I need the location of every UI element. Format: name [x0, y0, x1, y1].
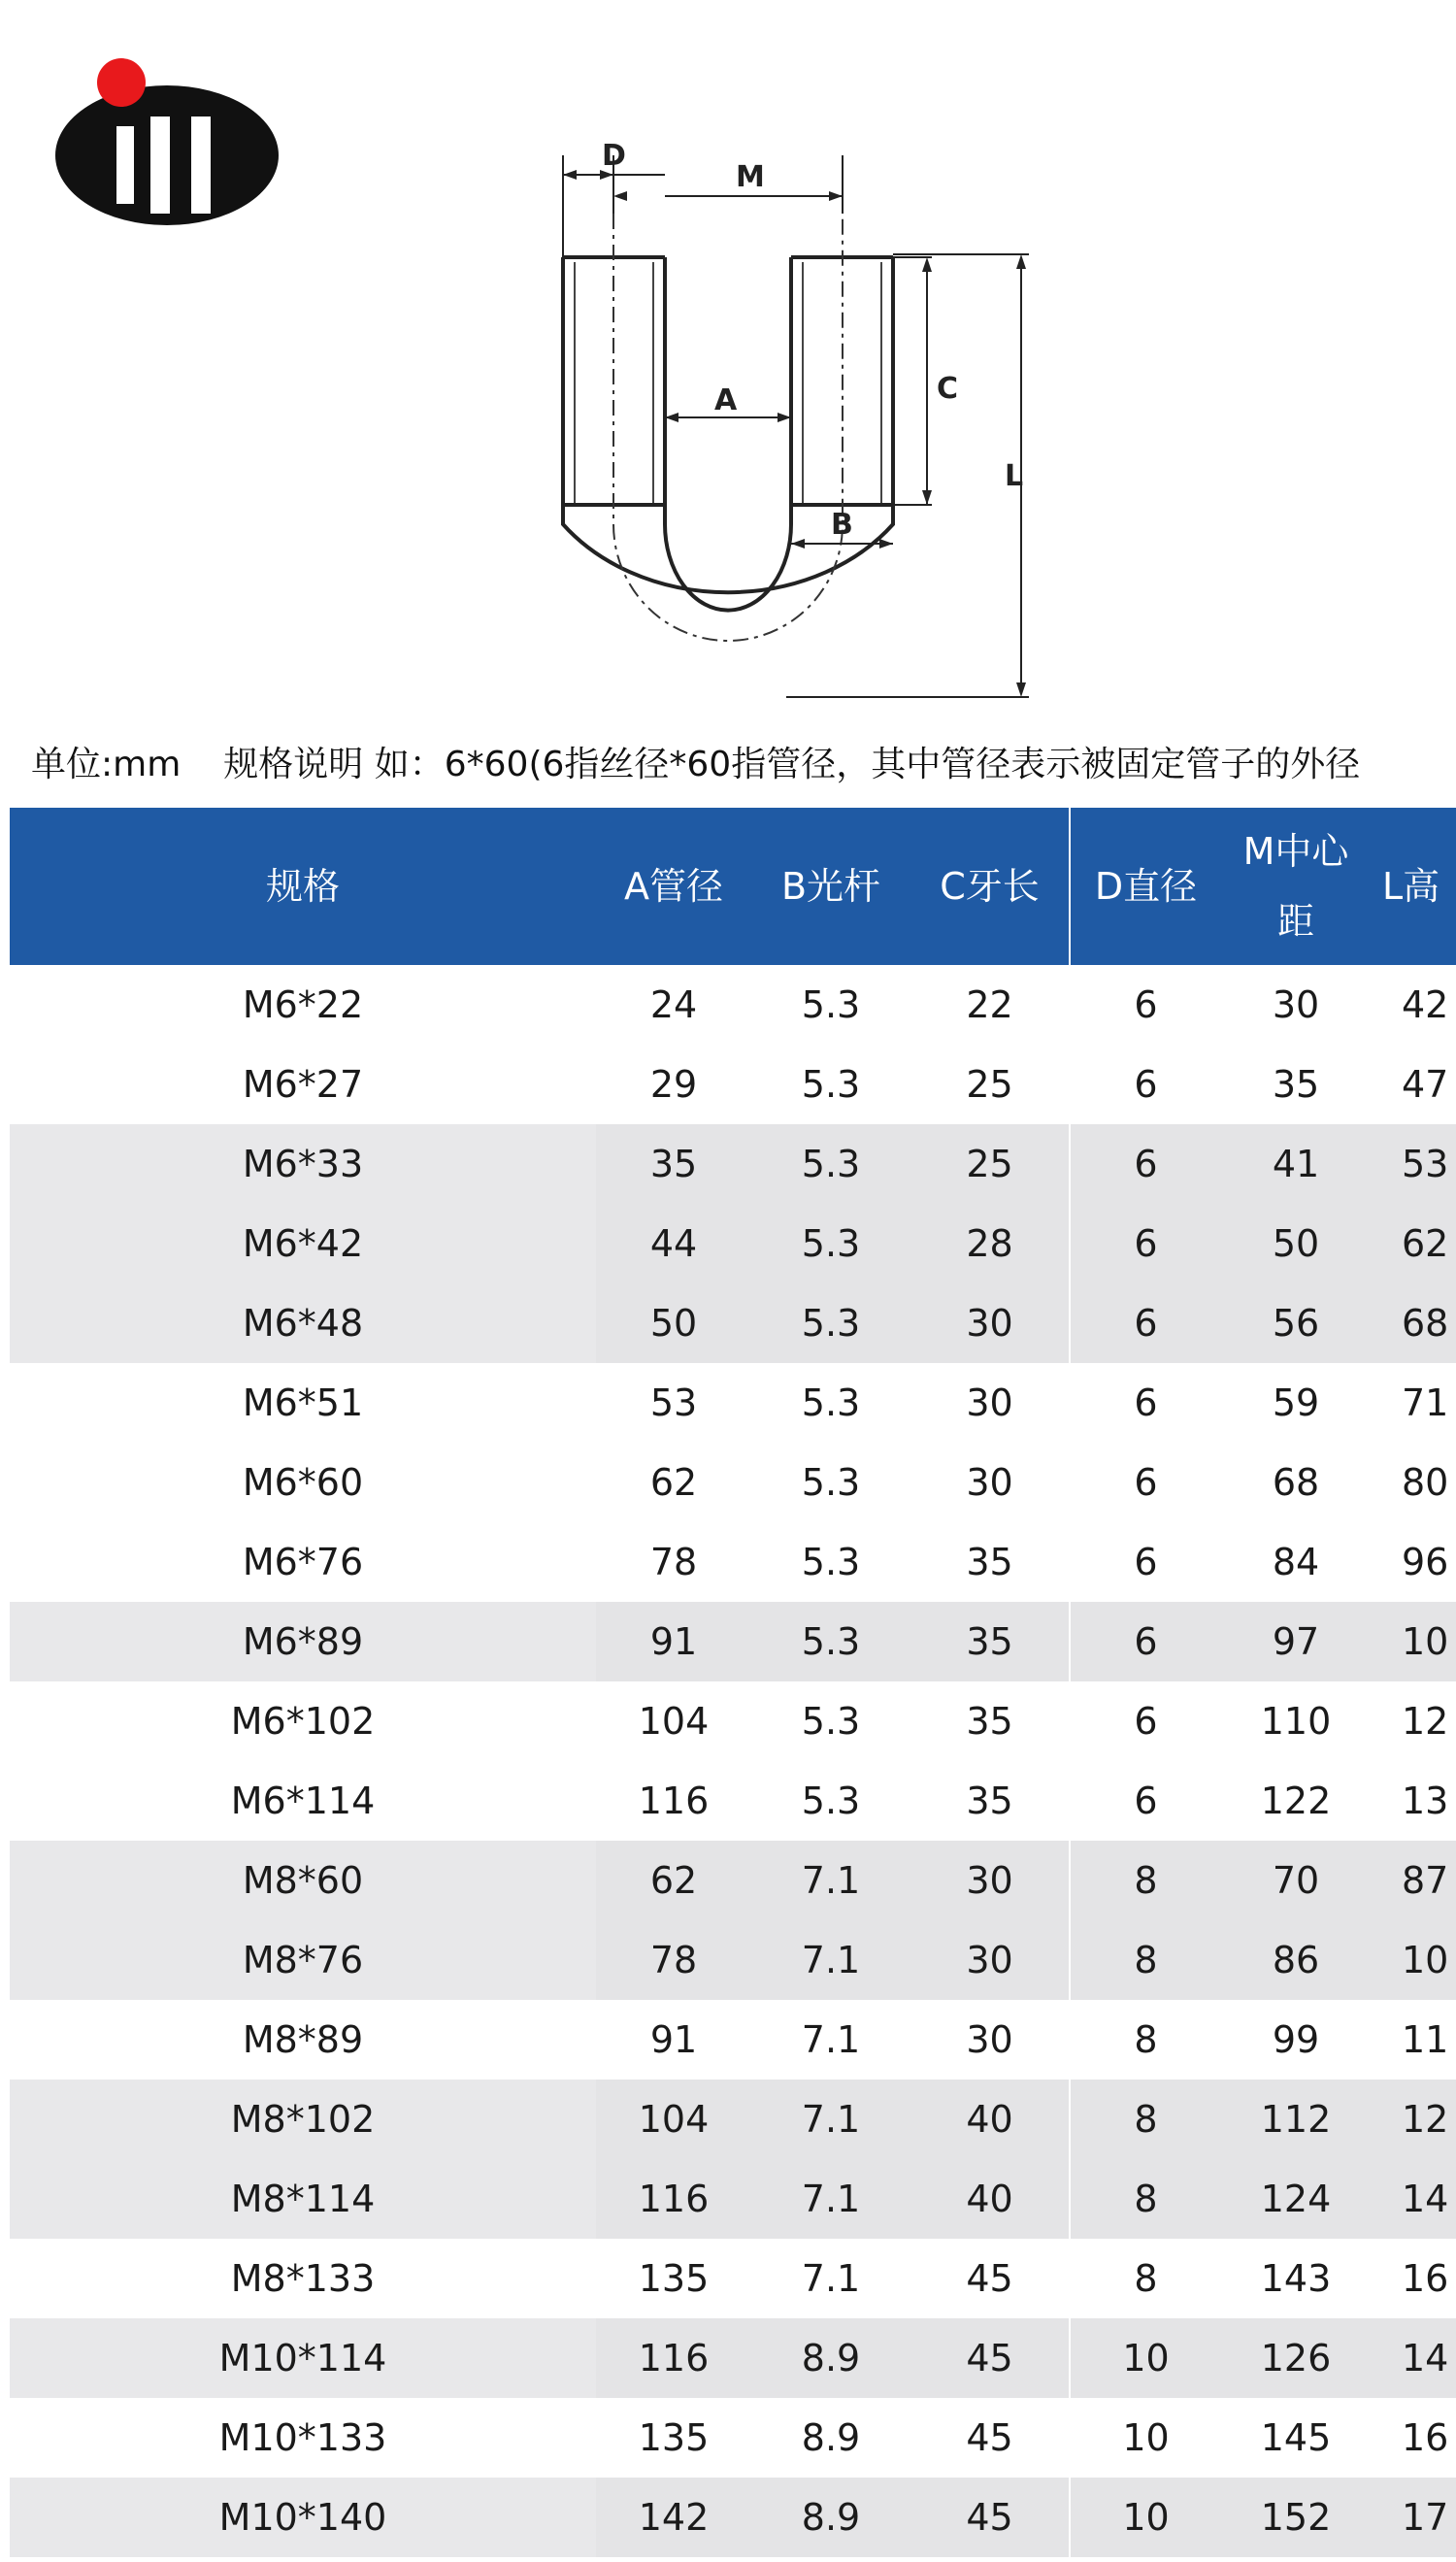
l-arrow-bottom [1016, 682, 1026, 697]
cell-b: 5.3 [801, 1381, 861, 1424]
dim-label-l: L [1005, 459, 1024, 493]
cell-d: 6 [1070, 1602, 1221, 1681]
u-bolt-outline-inner [665, 257, 791, 611]
cell-b: 5.3 [801, 983, 861, 1026]
cell-spec: M6*22 [242, 983, 364, 1026]
cell-d: 6 [1070, 1283, 1221, 1363]
cell-m: 68 [1272, 1461, 1320, 1504]
cell-a: 91 [596, 1602, 751, 1681]
cell-m: 84 [1272, 1541, 1320, 1583]
company-logo [49, 58, 291, 233]
header-m-line2: 距 [1276, 900, 1314, 943]
cell-c: 28 [910, 1204, 1070, 1283]
table-row [10, 1761, 1456, 1841]
b-arrow-right [879, 539, 893, 549]
table-row [10, 1920, 1456, 2000]
cell-a: 62 [596, 1841, 751, 1920]
table-row [10, 2239, 1456, 2318]
cell-l: 53 [1371, 1124, 1456, 1204]
cell-l: 47 [1402, 1063, 1449, 1106]
cell-d: 6 [1070, 1045, 1221, 1124]
spec-description: 规格说明 如：6*60(6指丝径*60指管径，其中管径表示被固定管子的外径 [223, 745, 1361, 784]
cell-b: 5.3 [801, 1063, 861, 1106]
table-row [10, 1204, 1456, 1283]
cell-b: 7.1 [801, 2257, 861, 2300]
cell-b: 8.9 [751, 2318, 910, 2398]
cell-m: 56 [1221, 1283, 1371, 1363]
cell-a: 135 [638, 2257, 710, 2300]
cell-b: 8.9 [751, 2478, 910, 2557]
cell-spec: M6*51 [242, 1381, 364, 1424]
spec-note [31, 736, 1456, 794]
cell-spec: M6*114 [230, 1780, 376, 1822]
cell-a: 78 [596, 1920, 751, 2000]
cell-spec: M6*60 [242, 1461, 364, 1504]
cell-c: 45 [966, 2416, 1013, 2459]
cell-spec: M6*76 [242, 1541, 364, 1583]
cell-m: 30 [1272, 983, 1320, 1026]
cell-b: 5.3 [801, 1541, 861, 1583]
a-arrow-right [778, 413, 791, 422]
cell-m: 143 [1260, 2257, 1332, 2300]
cell-spec: M8*60 [10, 1841, 596, 1920]
cell-l: 17 [1371, 2478, 1456, 2557]
cell-d: 10 [1070, 2318, 1221, 2398]
dim-label-d: D [602, 139, 626, 173]
dim-label-m: M [736, 160, 765, 194]
cell-d: 6 [1070, 1363, 1221, 1443]
header-spec: 规格 [10, 808, 596, 965]
cell-c: 45 [910, 2478, 1070, 2557]
cell-m: 126 [1221, 2318, 1371, 2398]
logo-white-bar [116, 126, 134, 204]
cell-spec: M8*89 [242, 2018, 364, 2061]
table-row [10, 1443, 1456, 1522]
cell-d: 6 [1070, 965, 1221, 1045]
cell-spec: M6*48 [10, 1283, 596, 1363]
cell-b: 5.3 [801, 1461, 861, 1504]
table-body [10, 965, 1456, 2557]
cell-a: 142 [596, 2478, 751, 2557]
cell-c: 45 [966, 2257, 1013, 2300]
header-d: D直径 [1070, 808, 1221, 965]
cell-a: 53 [649, 1381, 698, 1424]
cell-l: 11 [1402, 2018, 1449, 2061]
table-row [10, 965, 1456, 1045]
cell-l: 62 [1371, 1204, 1456, 1283]
cell-a: 116 [596, 2318, 751, 2398]
header-a: A管径 [596, 808, 751, 965]
l-arrow-top [1016, 254, 1026, 269]
cell-m: 99 [1272, 2018, 1320, 2061]
table-row [10, 1841, 1456, 1920]
cell-c: 40 [910, 2080, 1070, 2159]
cell-b: 8.9 [801, 2416, 861, 2459]
header-c: C牙长 [910, 808, 1070, 965]
cell-l: 10 [1371, 1602, 1456, 1681]
table-header-row [10, 808, 1456, 965]
cell-c: 35 [966, 1541, 1013, 1583]
table-row [10, 1124, 1456, 1204]
cell-a: 116 [638, 1780, 710, 1822]
cell-m: 86 [1221, 1920, 1371, 2000]
b-arrow-left [791, 539, 805, 549]
spec-table [10, 808, 1456, 2557]
cell-d: 6 [1070, 1761, 1221, 1841]
cell-d: 8 [1070, 1841, 1221, 1920]
cell-m: 145 [1260, 2416, 1332, 2459]
cell-b: 5.3 [751, 1283, 910, 1363]
u-bolt-diagram [544, 136, 1068, 709]
cell-c: 30 [966, 2018, 1013, 2061]
cell-b: 5.3 [751, 1602, 910, 1681]
cell-l: 80 [1402, 1461, 1449, 1504]
cell-d: 6 [1070, 1522, 1221, 1602]
cell-c: 35 [910, 1602, 1070, 1681]
cell-l: 71 [1402, 1381, 1449, 1424]
cell-c: 30 [966, 1381, 1013, 1424]
dim-label-a: A [714, 383, 738, 417]
cell-a: 24 [649, 983, 698, 1026]
cell-b: 7.1 [801, 2018, 861, 2061]
d-arrow-left [563, 170, 577, 180]
cell-d: 8 [1070, 1920, 1221, 2000]
cell-c: 35 [966, 1700, 1013, 1743]
cell-l: 16 [1402, 2416, 1449, 2459]
table-row [10, 1602, 1456, 1681]
unit-label: 单位:mm [31, 745, 182, 784]
cell-m: 70 [1221, 1841, 1371, 1920]
cell-spec: M8*133 [230, 2257, 376, 2300]
table-row [10, 1522, 1456, 1602]
a-arrow-left [665, 413, 678, 422]
cell-a: 29 [649, 1063, 698, 1106]
cell-spec: M6*89 [10, 1602, 596, 1681]
table-row [10, 2000, 1456, 2080]
cell-m: 59 [1272, 1381, 1320, 1424]
cell-d: 8 [1070, 2239, 1221, 2318]
u-bolt-centerline [613, 214, 843, 641]
cell-d: 6 [1070, 1443, 1221, 1522]
logo-red-dot [97, 58, 146, 107]
cell-spec: M10*114 [10, 2318, 596, 2398]
cell-a: 78 [649, 1541, 698, 1583]
cell-a: 116 [596, 2159, 751, 2239]
cell-d: 8 [1070, 2000, 1221, 2080]
cell-a: 62 [649, 1461, 698, 1504]
cell-d: 6 [1070, 1204, 1221, 1283]
cell-c: 40 [910, 2159, 1070, 2239]
header-b: B光杆 [751, 808, 910, 965]
m-arrow-left [613, 191, 627, 201]
cell-m: 97 [1221, 1602, 1371, 1681]
cell-a: 50 [596, 1283, 751, 1363]
cell-a: 35 [596, 1124, 751, 1204]
cell-b: 7.1 [751, 1841, 910, 1920]
cell-d: 8 [1070, 2159, 1221, 2239]
cell-spec: M8*114 [10, 2159, 596, 2239]
cell-b: 5.3 [801, 1700, 861, 1743]
cell-l: 13 [1402, 1780, 1449, 1822]
cell-l: 12 [1402, 1700, 1449, 1743]
cell-l: 42 [1402, 983, 1449, 1026]
cell-m: 112 [1221, 2080, 1371, 2159]
cell-m: 41 [1221, 1124, 1371, 1204]
cell-spec: M8*76 [10, 1920, 596, 2000]
cell-a: 44 [596, 1204, 751, 1283]
cell-m: 110 [1260, 1700, 1332, 1743]
cell-l: 14 [1371, 2318, 1456, 2398]
cell-c: 30 [966, 1461, 1013, 1504]
cell-d: 10 [1070, 2398, 1221, 2478]
dim-label-b: B [831, 508, 853, 542]
cell-l: 87 [1371, 1841, 1456, 1920]
c-arrow-top [922, 257, 932, 272]
cell-c: 45 [910, 2318, 1070, 2398]
cell-m: 122 [1260, 1780, 1332, 1822]
cell-c: 30 [910, 1920, 1070, 2000]
table-row [10, 1363, 1456, 1443]
dim-label-c: C [937, 372, 959, 406]
cell-d: 6 [1070, 1124, 1221, 1204]
cell-b: 7.1 [751, 2159, 910, 2239]
cell-m: 124 [1221, 2159, 1371, 2239]
cell-spec: M6*33 [10, 1124, 596, 1204]
table-row [10, 1045, 1456, 1124]
c-arrow-bottom [922, 490, 932, 505]
cell-d: 8 [1070, 2080, 1221, 2159]
table-row [10, 1681, 1456, 1761]
cell-a: 135 [638, 2416, 710, 2459]
cell-l: 68 [1371, 1283, 1456, 1363]
cell-spec: M10*133 [218, 2416, 387, 2459]
cell-m: 35 [1272, 1063, 1320, 1106]
cell-m: 50 [1221, 1204, 1371, 1283]
header-l: L高 [1371, 808, 1456, 965]
cell-c: 35 [966, 1780, 1013, 1822]
cell-c: 22 [966, 983, 1013, 1026]
header-m-line1: M中心 [1242, 829, 1349, 873]
table-row [10, 2478, 1456, 2557]
cell-d: 6 [1070, 1681, 1221, 1761]
cell-a: 104 [638, 1700, 710, 1743]
table-row [10, 2159, 1456, 2239]
cell-l: 12 [1371, 2080, 1456, 2159]
cell-b: 5.3 [751, 1204, 910, 1283]
m-arrow-right [829, 191, 843, 201]
cell-spec: M6*102 [230, 1700, 376, 1743]
cell-spec: M6*27 [242, 1063, 364, 1106]
cell-spec: M8*102 [10, 2080, 596, 2159]
cell-spec: M10*140 [10, 2478, 596, 2557]
header-m [1221, 808, 1371, 965]
table-row [10, 2318, 1456, 2398]
cell-b: 5.3 [801, 1780, 861, 1822]
cell-c: 25 [910, 1124, 1070, 1204]
table-row [10, 2398, 1456, 2478]
table-row [10, 2080, 1456, 2159]
cell-spec: M6*42 [10, 1204, 596, 1283]
cell-d: 10 [1070, 2478, 1221, 2557]
cell-b: 5.3 [751, 1124, 910, 1204]
cell-a: 91 [649, 2018, 698, 2061]
logo-black-inner [170, 150, 191, 173]
cell-l: 10 [1371, 1920, 1456, 2000]
cell-l: 16 [1402, 2257, 1449, 2300]
cell-b: 7.1 [751, 1920, 910, 2000]
cell-c: 25 [966, 1063, 1013, 1106]
cell-m: 152 [1221, 2478, 1371, 2557]
cell-c: 30 [910, 1841, 1070, 1920]
table-row [10, 1283, 1456, 1363]
cell-a: 104 [596, 2080, 751, 2159]
cell-c: 30 [910, 1283, 1070, 1363]
cell-l: 14 [1371, 2159, 1456, 2239]
cell-l: 96 [1402, 1541, 1449, 1583]
cell-b: 7.1 [751, 2080, 910, 2159]
